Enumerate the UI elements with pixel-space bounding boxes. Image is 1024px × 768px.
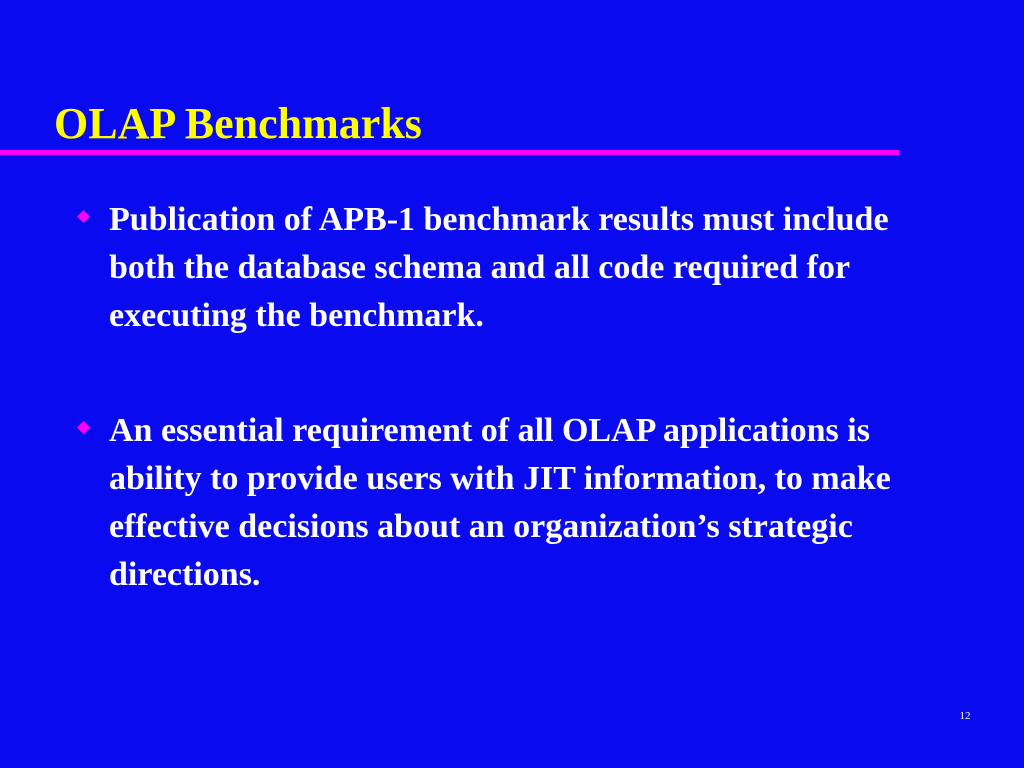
diamond-bullet-icon — [77, 421, 90, 434]
bullet-text: Publication of APB-1 benchmark results must include both the database schema and all code required for executing the benchmark. — [109, 201, 889, 334]
diamond-bullet-icon — [77, 210, 90, 223]
slide-number: 12 — [959, 710, 971, 722]
slide-title: OLAP Benchmarks — [54, 99, 422, 148]
bullet-text: An essential requirement of all OLAP applications is ability to provide users with JIT information, to make effective decisions about an organization’s strategic directions. — [109, 412, 891, 593]
